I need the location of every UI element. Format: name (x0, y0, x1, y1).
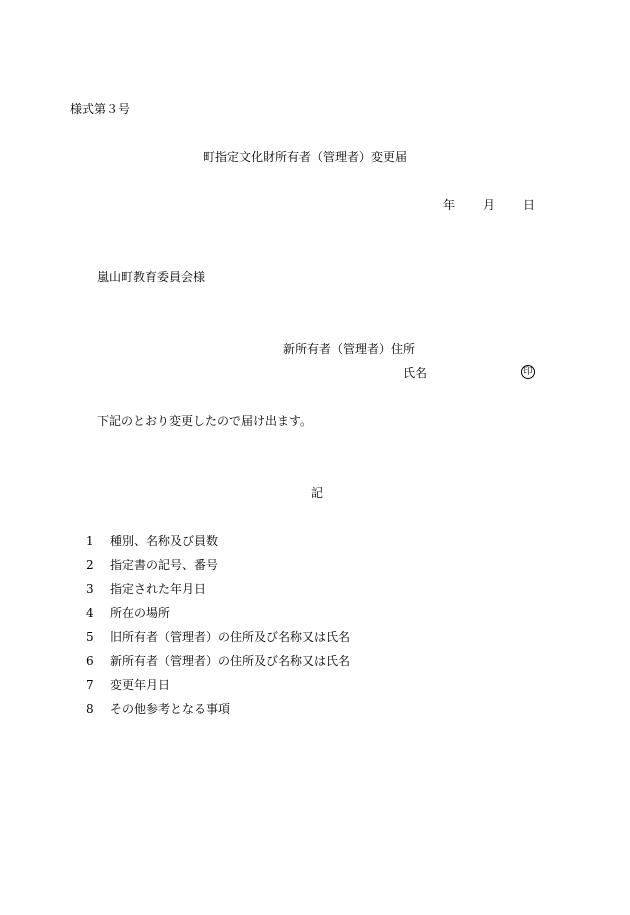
list-item-text: その他参考となる事項 (110, 702, 231, 716)
list-item (86, 559, 218, 571)
addressee: 嵐山町教育委員会様 (97, 270, 206, 284)
list-item-number: 8 (86, 702, 94, 716)
date-year-label: 年 (443, 198, 456, 212)
list-item (86, 679, 170, 691)
intro-text: 下記のとおり変更したので届け出ます。 (97, 414, 313, 428)
ki-heading: 記 (311, 486, 324, 500)
list-item-text: 変更年月日 (110, 678, 171, 692)
form-number: 様式第３号 (70, 102, 131, 116)
list-item-text: 所在の場所 (110, 606, 171, 620)
list-item-text: 新所有者（管理者）の住所及び名称又は氏名 (110, 654, 351, 668)
list-item (86, 583, 206, 595)
list-item (86, 655, 350, 667)
list-item-number: 6 (86, 654, 94, 668)
date-month-label: 月 (483, 198, 496, 212)
list-item-number: 3 (86, 582, 94, 596)
list-item-number: 7 (86, 678, 94, 692)
list-item-number: 2 (86, 558, 94, 572)
list-item (86, 703, 230, 715)
list-item-text: 指定書の記号、番号 (110, 558, 219, 572)
document-title: 町指定文化財所有者（管理者）変更届 (203, 150, 408, 164)
list-item-text: 指定された年月日 (110, 582, 207, 596)
list-item-number: 5 (86, 630, 94, 644)
seal-icon: 印 (521, 365, 535, 379)
list-item (86, 535, 218, 547)
new-owner-address-label: 新所有者（管理者）住所 (283, 342, 416, 356)
list-item-text: 種別、名称及び員数 (110, 534, 219, 548)
list-item (86, 607, 170, 619)
date-day-label: 日 (523, 198, 536, 212)
list-item (86, 631, 350, 643)
list-item-text: 旧所有者（管理者）の住所及び名称又は氏名 (110, 630, 351, 644)
list-item-number: 4 (86, 606, 94, 620)
list-item-number: 1 (86, 534, 94, 548)
new-owner-name-label: 氏名 (403, 366, 428, 380)
